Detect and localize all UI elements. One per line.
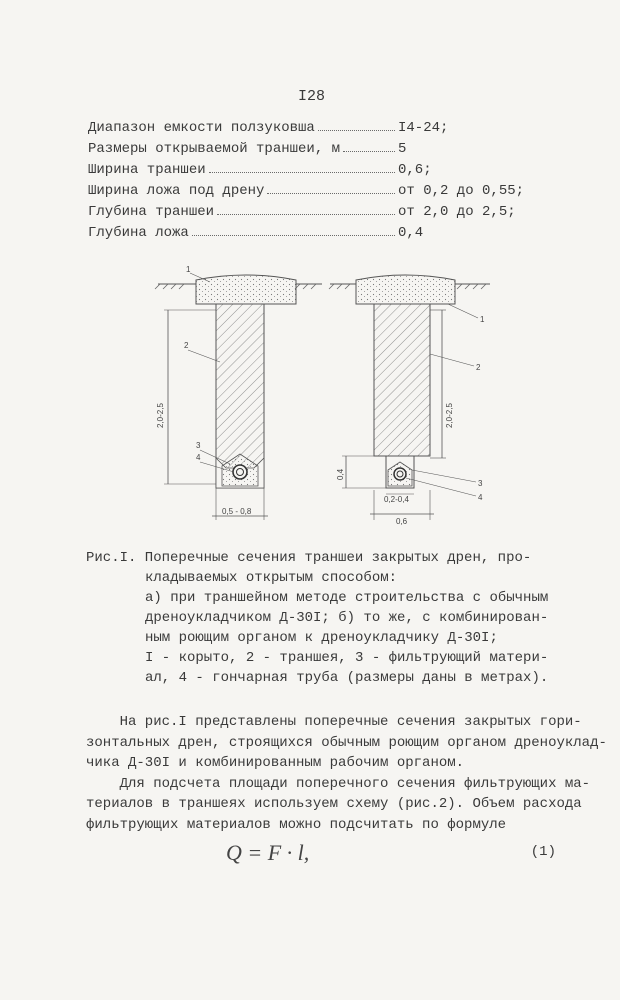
- caption-line: дреноукладчиком Д-30I; б) то же, с комбинирован-: [145, 610, 549, 626]
- right-section: [329, 275, 490, 526]
- dot-leader: [343, 141, 395, 152]
- right-label-4: 4: [478, 493, 483, 502]
- paragraph-2-line: териалов в траншеях используем схему (рис.2). Объем расхода: [86, 796, 582, 812]
- caption-body: [86, 568, 566, 688]
- page-number: I28: [298, 88, 326, 105]
- dot-leader: [267, 183, 395, 194]
- left-label-1: 1: [186, 265, 191, 274]
- body-text: [86, 712, 607, 835]
- spec-row: [88, 225, 588, 246]
- spec-value: I4-24;: [398, 120, 449, 136]
- right-label-3: 3: [478, 479, 483, 488]
- formula: Q = F · l,: [226, 840, 310, 865]
- spec-label: Глубина ложа: [88, 225, 189, 241]
- formula-number: (1): [530, 844, 556, 860]
- dot-leader: [192, 225, 395, 236]
- spec-row: [88, 183, 588, 204]
- left-label-4: 4: [196, 453, 201, 462]
- trench-drawing: [150, 258, 500, 530]
- paragraph-1-line: зонтальных дрен, строящихся обычным роющим органом дреноуклад-: [86, 734, 607, 751]
- figure-caption: [86, 548, 566, 688]
- caption-line: ным роющим органом к дреноукладчику Д-30I;: [145, 630, 498, 646]
- right-bed-width-label: 0,2-0,4: [384, 495, 409, 504]
- right-label-2: 2: [476, 363, 481, 372]
- spec-value: от 0,2 до 0,55;: [398, 183, 525, 199]
- spec-list: [88, 120, 588, 246]
- spec-label: Диапазон емкости ползуковша: [88, 120, 315, 136]
- spec-value: 5: [398, 141, 407, 157]
- left-width-label: 0,5 - 0,8: [222, 507, 252, 516]
- spec-row: [88, 120, 588, 141]
- caption-line: а) при траншейном методе строительства с обычным: [145, 590, 549, 606]
- spec-label: Ширина ложа под дрену: [88, 183, 265, 199]
- caption-line: I - корыто, 2 - траншея, 3 - фильтрующий матери-: [145, 650, 549, 666]
- trench-cross-section-figure: [150, 258, 500, 530]
- paragraph-1-line: чика Д-30I и комбинированным рабочим органом.: [86, 755, 465, 771]
- spec-label: Ширина траншеи: [88, 162, 206, 178]
- spec-row: [88, 162, 588, 183]
- dot-leader: [209, 162, 395, 173]
- caption-line: ал, 4 - гончарная труба (размеры даны в метрах).: [145, 670, 549, 686]
- spec-value: от 2,0 до 2,5;: [398, 204, 516, 220]
- spec-value: 0,6;: [398, 162, 432, 178]
- right-depth-label: 2,0-2,5: [445, 403, 454, 428]
- spec-row: [88, 204, 588, 225]
- right-width-label: 0,6: [396, 517, 408, 526]
- spec-label: Размеры открываемой траншеи, м: [88, 141, 341, 157]
- caption-title: Рис.I. Поперечные сечения траншеи закрытых дрен, про-: [86, 550, 532, 566]
- left-label-2: 2: [184, 341, 189, 350]
- right-label-1: 1: [480, 315, 485, 324]
- left-depth-label: 2,0-2,5: [156, 403, 165, 428]
- spec-value: 0,4: [398, 225, 424, 241]
- caption-line: кладываемых открытым способом:: [145, 570, 398, 586]
- paragraph-2-line: Для подсчета площади поперечного сечения фильтрующих ма-: [86, 775, 591, 792]
- spec-row: [88, 141, 588, 162]
- dot-leader: [217, 204, 395, 215]
- dot-leader: [318, 120, 395, 131]
- spec-label: Глубина траншеи: [88, 204, 215, 220]
- right-bed-depth-label: 0,4: [336, 468, 345, 480]
- paragraph-2-line: фильтрующих материалов можно подсчитать по формуле: [86, 816, 507, 833]
- left-label-3: 3: [196, 441, 201, 450]
- left-section: [155, 265, 322, 520]
- formula-row: [86, 840, 556, 870]
- paragraph-1-line: На рис.I представлены поперечные сечения закрытых гори-: [86, 714, 582, 730]
